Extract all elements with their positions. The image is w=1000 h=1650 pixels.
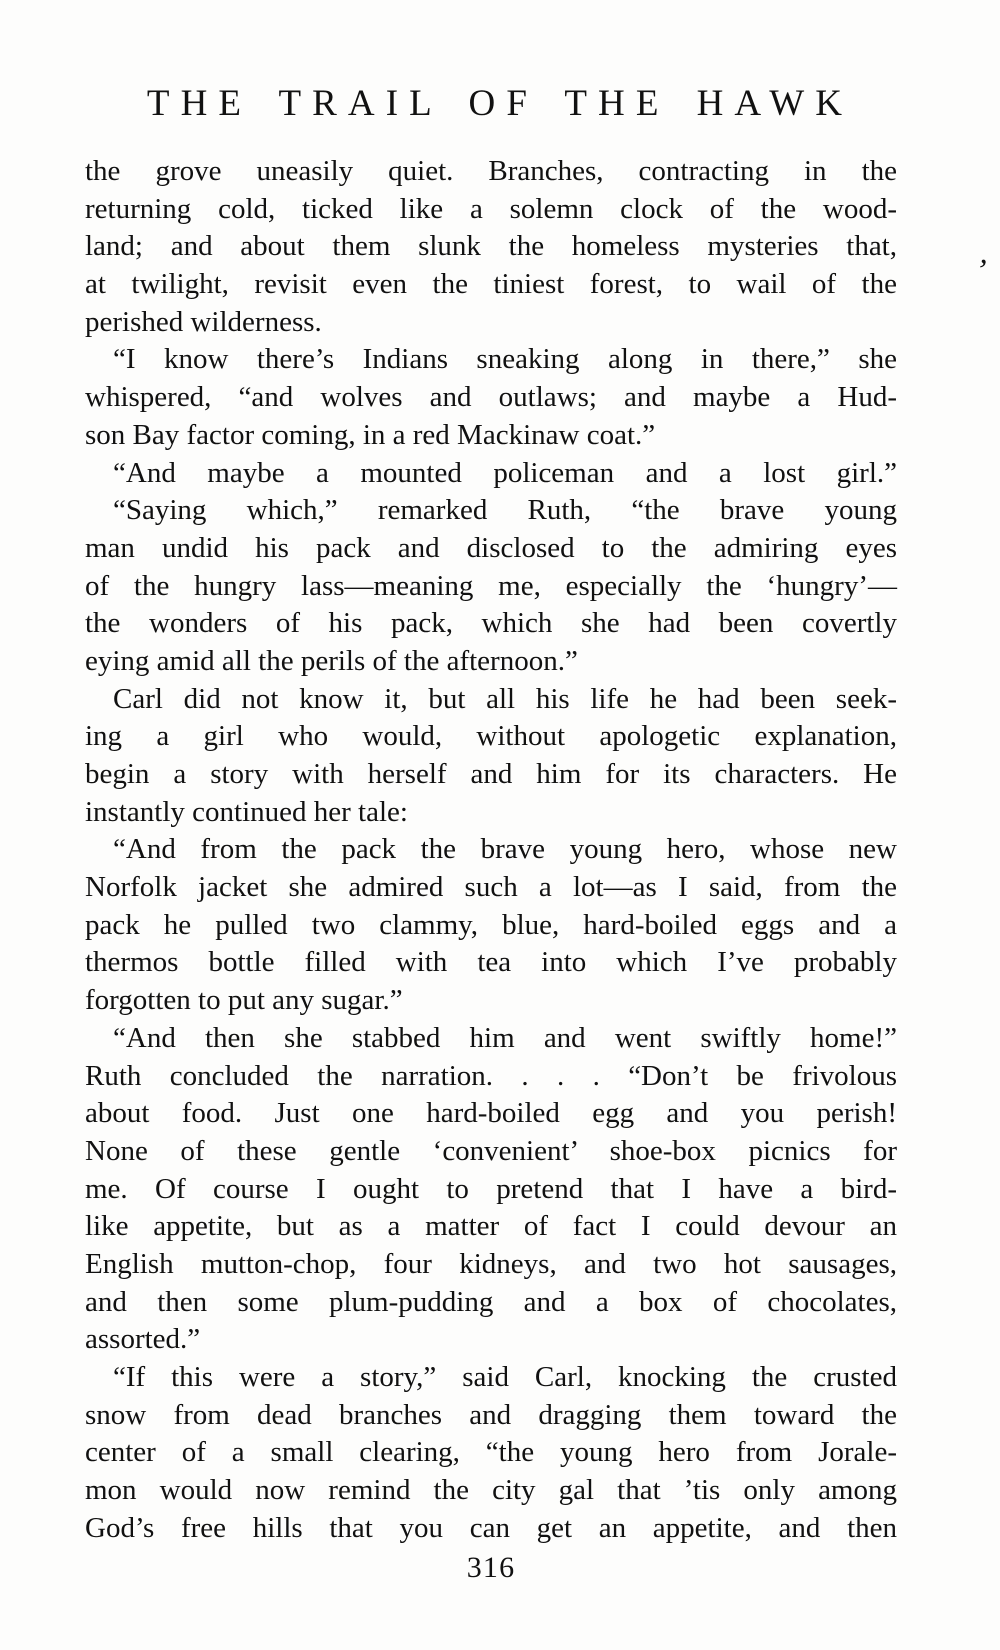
text-line: Carl did not know it, but all his life he had been seek-: [113, 682, 897, 715]
text-line: man undid his pack and disclosed to the admiring eyes: [85, 531, 897, 564]
text-line: about food. Just one hard-boiled egg and you perish!: [85, 1097, 897, 1130]
text-line: begin a story with herself and him for its characters. He: [85, 758, 897, 790]
paragraph: [85, 831, 897, 1019]
paragraph: [85, 153, 897, 341]
text-line: Norfolk jacket she admired such a lot—as I said, from the: [85, 871, 897, 904]
text-line: snow from dead branches and dragging them toward the: [85, 1398, 897, 1431]
paragraph: [85, 1020, 897, 1359]
text-line: “If this were a story,” said Carl, knocking the crusted: [113, 1361, 897, 1393]
text-line: son Bay factor coming, in a red Mackinaw coat.”: [85, 418, 656, 451]
text-line: center of a small clearing, “the young hero from Jorale-: [85, 1436, 897, 1469]
text-line: “And then she stabbed him and went swiftly home!”: [113, 1021, 897, 1054]
text-line: land; and about them slunk the homeless mysteries that,: [85, 230, 897, 263]
text-line: “And from the pack the brave young hero, whose new: [113, 833, 897, 866]
text-line: and then some plum-pudding and a box of chocolates,: [85, 1285, 897, 1318]
paragraph: [85, 341, 897, 454]
paragraph: [85, 455, 897, 493]
text-line: English mutton-chop, four kidneys, and two hot sausages,: [85, 1247, 897, 1280]
text-line: “I know there’s Indians sneaking along in there,” she: [113, 343, 897, 376]
text-line: thermos bottle filled with tea into which I’ve probably: [85, 946, 897, 979]
text-line: perished wilderness.: [85, 305, 322, 338]
text-line: the wonders of his pack, which she had been covertly: [85, 607, 897, 640]
text-line: whispered, “and wolves and outlaws; and maybe a Hud-: [85, 381, 897, 414]
page-number: 316: [466, 1551, 516, 1584]
text-line: mon would now remind the city gal that ’tis only among: [85, 1474, 897, 1507]
text-line: eying amid all the perils of the afternoon.”: [85, 644, 578, 677]
paragraph: [85, 681, 897, 832]
text-line: forgotten to put any sugar.”: [85, 984, 403, 1017]
text-line: ing a girl who would, without apologetic explanation,: [85, 720, 897, 753]
text-line: of the hungry lass—meaning me, especially the ‘hungry’—: [85, 569, 897, 602]
text-line: returning cold, ticked like a solemn clock of the wood-: [85, 192, 897, 225]
text-line: “And maybe a mounted policeman and a lost girl.”: [113, 456, 897, 489]
text-line: like appetite, but as a matter of fact I could devour an: [85, 1210, 897, 1243]
page-text: [85, 153, 897, 1547]
running-header: THE TRAIL OF THE HAWK: [146, 83, 854, 124]
text-line: me. Of course I ought to pretend that I have a bird-: [85, 1172, 897, 1205]
paragraph: [85, 1359, 897, 1547]
text-line: None of these gentle ‘convenient’ shoe-box picnics for: [85, 1134, 897, 1167]
margin-ink-mark: ,: [978, 233, 992, 271]
text-line: instantly continued her tale:: [85, 795, 408, 828]
text-line: pack he pulled two clammy, blue, hard-boiled eggs and a: [85, 908, 897, 941]
text-line: at twilight, revisit even the tiniest forest, to wail of the: [85, 268, 897, 301]
text-line: Ruth concluded the narration. . . . “Don’t be frivolous: [85, 1059, 897, 1092]
text-line: God’s free hills that you can get an appetite, and then: [85, 1511, 897, 1544]
text-line: assorted.”: [85, 1323, 201, 1356]
text-line: “Saying which,” remarked Ruth, “the brave young: [113, 494, 897, 527]
paragraph: [85, 492, 897, 680]
text-line: the grove uneasily quiet. Branches, contracting in the: [85, 155, 897, 187]
